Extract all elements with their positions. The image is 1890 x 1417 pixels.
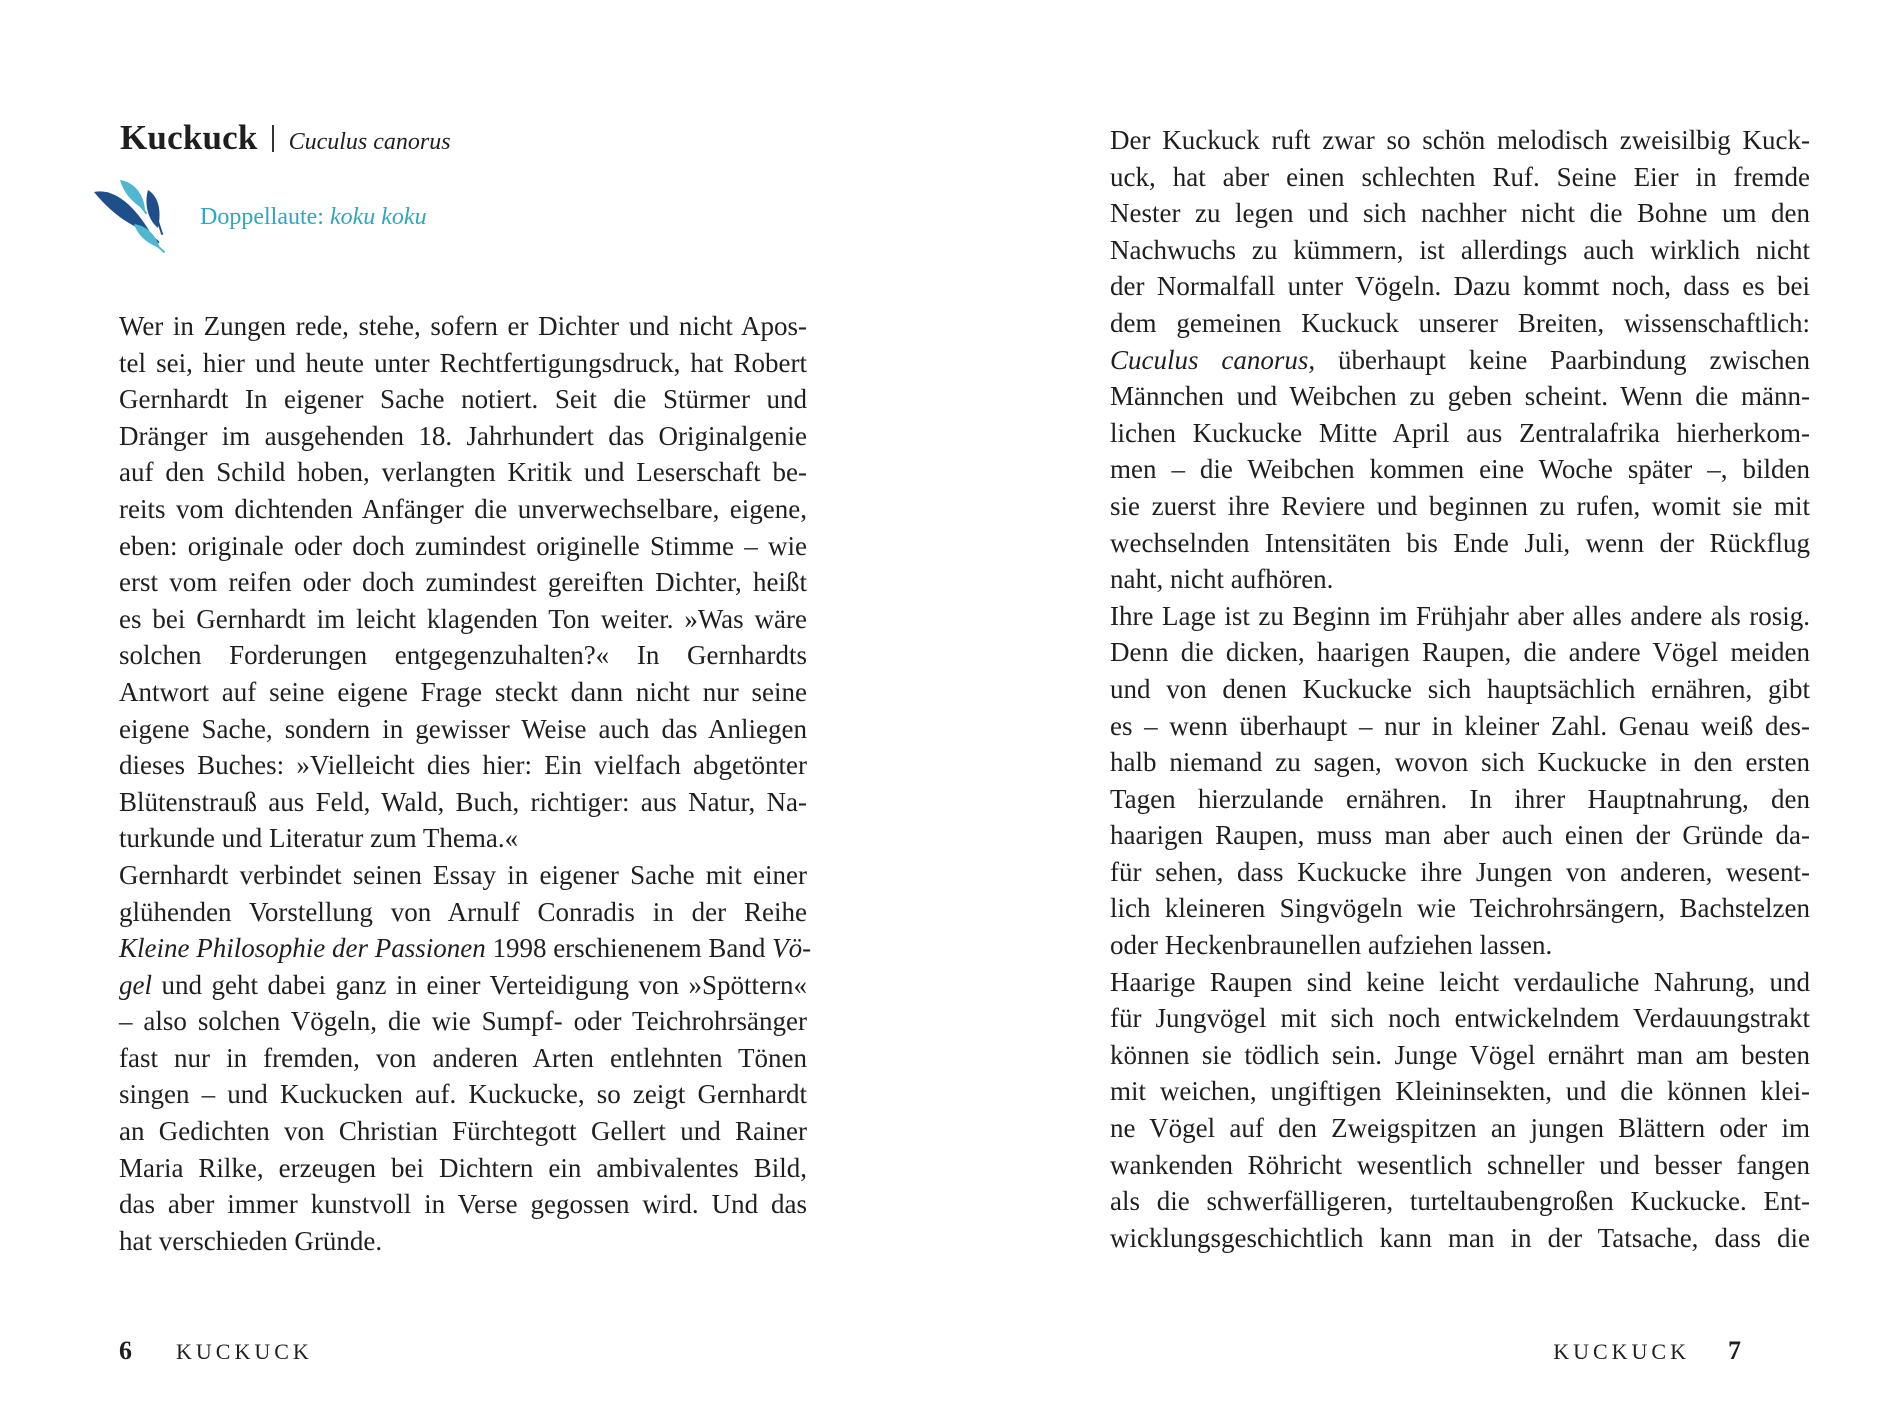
text-line: Männchen und Weibchen zu geben scheint. Wenn die männ- (1110, 381, 1810, 412)
text-line: haarigen Raupen, muss man aber auch einen der Gründe da- (1110, 820, 1810, 851)
right-page (945, 0, 1890, 1417)
running-head: KUCKUCK (1553, 1339, 1690, 1364)
text-line: fast nur in fremden, von anderen Arten entlehnten Tönen (119, 1042, 807, 1073)
text-line: erst vom reifen oder doch zumindest gereiften Dichter, heißt (119, 567, 807, 598)
right-page-footer (1553, 1336, 1741, 1366)
text-line: es bei Gernhardt im leicht klagenden Ton weiter. »Was wäre (119, 603, 807, 634)
text-line: lichen Kuckucke Mitte April aus Zentralafrika hierherkom- (1110, 417, 1810, 448)
text-line: eben: originale oder doch zumindest originelle Stimme – wie (119, 530, 807, 561)
text-line: Gernhardt In eigener Sache notiert. Seit die Stürmer und (119, 384, 807, 415)
text-line: Ihre Lage ist zu Beginn im Frühjahr aber alles andere als rosig. (1110, 600, 1810, 631)
call-value: koku koku (329, 204, 427, 230)
species-heading (120, 118, 451, 158)
text-line: Gernhardt verbindet seinen Essay in eigener Sache mit einer (119, 859, 807, 890)
text-line: der Normalfall unter Vögeln. Dazu kommt noch, dass es bei (1110, 271, 1810, 302)
text-line: an Gedichten von Christian Fürchtegott Gellert und Rainer (119, 1116, 807, 1147)
scientific-name: Cuculus canorus (288, 129, 451, 155)
text-line: Dränger im ausgehenden 18. Jahrhundert das Originalgenie (119, 420, 807, 451)
text-line: wechselnden Intensitäten bis Ende Juli, wenn der Rückflug (1110, 527, 1810, 558)
text-line: – also solchen Vögeln, die wie Sumpf- oder Teichrohrsänger (119, 1006, 807, 1037)
text-line: reits vom dichtenden Anfänger die unverwechselbare, eigene, (119, 493, 807, 524)
text-line: als die schwerfälligeren, turteltaubengroßen Kuckucke. Ent- (1110, 1186, 1810, 1217)
species-title: Kuckuck (120, 118, 258, 157)
call-description (200, 204, 427, 231)
left-body-text (119, 308, 812, 1259)
text-line: Nester zu legen und sich nachher nicht die Bohne um den (1110, 198, 1810, 229)
text-line: halb niemand zu sagen, wovon sich Kuckucke in den ersten (1110, 747, 1810, 778)
text-line: wankenden Röhricht wesentlich schneller und besser fangen (1110, 1149, 1810, 1180)
text-line: uck, hat aber einen schlechten Ruf. Seine Eier in fremde (1110, 161, 1810, 192)
text-line: Nachwuchs zu kümmern, ist allerdings auch wirklich nicht (1110, 234, 1810, 265)
text-line: hat verschieden Gründe. (119, 1225, 383, 1256)
text-line: ne Vögel auf den Zweigspitzen an jungen Blättern oder im (1110, 1113, 1810, 1144)
text-line: sie zuerst ihre Reviere und beginnen zu rufen, womit sie mit (1110, 490, 1810, 521)
text-line: mit weichen, ungiftigen Kleininsekten, und die können klei- (1110, 1076, 1810, 1107)
heading-separator (272, 125, 274, 152)
text-line: und von denen Kuckucke sich hauptsächlich ernähren, gibt (1110, 673, 1810, 704)
text-line: men – die Weibchen kommen eine Woche später –, bilden (1110, 454, 1810, 485)
text-line: das aber immer kunstvoll in Verse gegossen wird. Und das (119, 1189, 807, 1220)
feathers-icon (90, 176, 186, 256)
page-number: 6 (119, 1336, 132, 1365)
running-head: KUCKUCK (176, 1339, 313, 1364)
text-line: naht, nicht aufhören. (1110, 564, 1334, 595)
text-line: es – wenn überhaupt – nur in kleiner Zahl. Genau weiß des- (1110, 710, 1810, 741)
text-line: können sie tödlich sein. Junge Vögel ernährt man am besten (1110, 1039, 1810, 1070)
text-line: Wer in Zungen rede, stehe, sofern er Dichter und nicht Apos- (119, 311, 807, 341)
left-page-footer (119, 1336, 313, 1366)
text-line: eigene Sache, sondern in gewisser Weise auch das Anliegen (119, 713, 807, 744)
text-line: Blütenstrauß aus Feld, Wald, Buch, richtiger: aus Natur, Na- (119, 786, 807, 817)
text-line: oder Heckenbraunellen aufziehen lassen. (1110, 930, 1553, 961)
text-line: für sehen, dass Kuckucke ihre Jungen von anderen, wesent- (1110, 856, 1810, 887)
text-line: Tagen hierzulande ernähren. In ihrer Hauptnahrung, den (1110, 783, 1810, 814)
text-line: turkunde und Literatur zum Thema.« (119, 823, 519, 854)
call-label: Doppellaute: (200, 204, 324, 230)
text-line: dem gemeinen Kuckuck unserer Breiten, wissenschaftlich: (1110, 307, 1810, 338)
text-line: für Jungvögel mit sich noch entwickelndem Verdauungstrakt (1110, 1003, 1810, 1034)
text-line: Haarige Raupen sind keine leicht verdauliche Nahrung, und (1110, 966, 1810, 997)
text-line: solchen Forderungen entgegenzuhalten?« In Gernhardts (119, 640, 807, 671)
page-number: 7 (1728, 1336, 1741, 1365)
text-line: Maria Rilke, erzeugen bei Dichtern ein ambivalentes Bild, (119, 1152, 807, 1183)
text-line: singen – und Kuckucken auf. Kuckucke, so zeigt Gernhardt (119, 1079, 807, 1110)
text-line: lich kleineren Singvögeln wie Teichrohrsängern, Bachstelzen (1110, 893, 1810, 924)
text-line: tel sei, hier und heute unter Rechtfertigungsdruck, hat Robert (119, 347, 807, 378)
text-line: wicklungsgeschichtlich kann man in der Tatsache, dass die (1110, 1222, 1810, 1253)
text-line: dieses Buches: »Vielleicht dies hier: Ein vielfach abgetönter (119, 750, 807, 781)
text-line: gel und geht dabei ganz in einer Verteidigung von »Spöttern« (119, 969, 807, 1000)
text-line: Denn die dicken, haarigen Raupen, die andere Vögel meiden (1110, 637, 1810, 668)
text-line: Kleine Philosophie der Passionen 1998 erschienenem Band Vö- (119, 933, 812, 964)
right-body-text (1110, 122, 1810, 1256)
text-line: auf den Schild hoben, verlangten Kritik und Leserschaft be- (119, 457, 807, 488)
feather-small-dark (146, 190, 162, 234)
text-line: glühenden Vorstellung von Arnulf Conradis in der Reihe (119, 896, 807, 927)
text-line: Der Kuckuck ruft zwar so schön melodisch zweisilbig Kuck- (1110, 125, 1810, 155)
text-line: Antwort auf seine eigene Frage steckt dann nicht nur seine (119, 676, 807, 707)
text-line: Cuculus canorus, überhaupt keine Paarbindung zwischen (1110, 344, 1810, 375)
